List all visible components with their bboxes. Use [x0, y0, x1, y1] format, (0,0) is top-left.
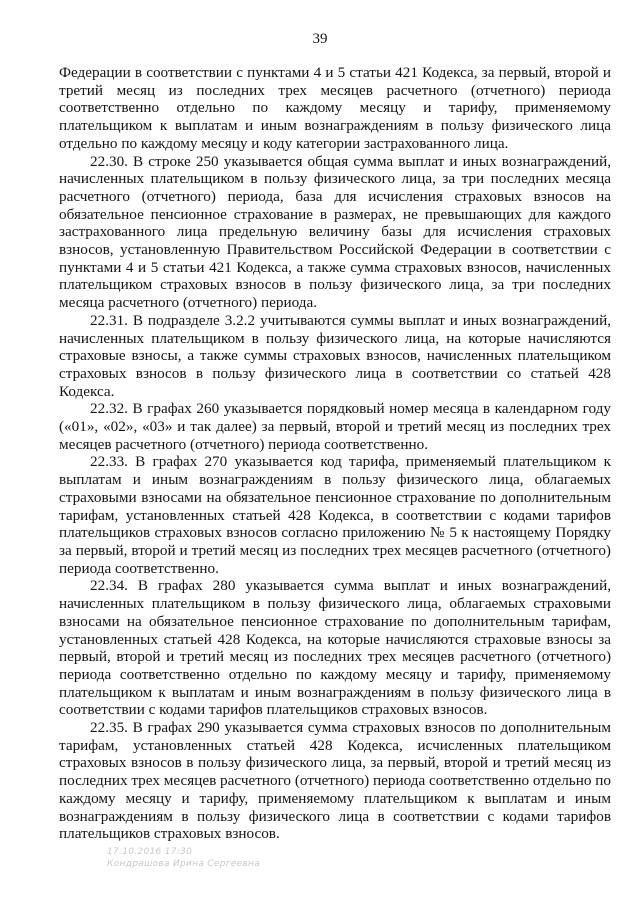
paragraph-continuation: Федерации в соответствии с пунктами 4 и 5 статьи 421 Кодекса, за первый, второй и третий месяц из последних трех месяцев расчетного (отчетного) периода соответственно отдельно по каждому месяцу и тарифу, применяемому плательщиком к выплатам и иным вознаграждениям в пользу физического лица отдельно по каждому месяцу и коду категории застрахованного лица.	[59, 64, 611, 152]
paragraph-22-32: 22.32. В графах 260 указывается порядковый номер месяца в календарном году («01», «02», «03» и так далее) за первый, второй и третий месяц из последних трех месяцев расчетного (отчетного) периода соответственно.	[59, 400, 611, 453]
paragraph-22-31: 22.31. В подразделе 3.2.2 учитываются суммы выплат и иных вознаграждений, начисленных плательщиком в пользу физического лица, на которые начисляются страховые взносы, а также суммы страховых взносов, начисленных плательщиком страховых взносов в пользу физического лица в соответствии со статьей 428 Кодекса.	[59, 311, 611, 400]
paragraph-22-35: 22.35. В графах 290 указывается сумма страховых взносов по дополнительным тарифам, установленных статьей 428 Кодекса, исчисленных плательщиком страховых взносов в пользу физического лица, за первый, второй и третий месяц из последних трех месяцев расчетного (отчетного) периода соответственно отдельно по каждому месяцу и тарифу, применяемому плательщиком к выплатам и иным вознаграждениям в пользу физического лица в соответствии с кодами тарифов плательщиков страховых взносов.	[59, 719, 611, 843]
document-body	[59, 64, 611, 843]
paragraph-22-30: 22.30. В строке 250 указывается общая сумма выплат и иных вознаграждений, начисленных плательщиком в пользу физического лица, за три последних месяца расчетного (отчетного) периода, база для исчисления страховых взносов на обязательное пенсионное страхование в размерах, не превышающих для каждого застрахованного лица предельную величину базы для исчисления страховых взносов, установленную Правительством Российской Федерации в соответствии с пунктами 4 и 5 статьи 421 Кодекса, а также сумма страховых взносов, начисленных плательщиком страховых взносов в пользу физического лица, за три последних месяца расчетного (отчетного) периода.	[59, 152, 611, 312]
paragraph-22-33: 22.33. В графах 270 указывается код тарифа, применяемый плательщиком к выплатам и иным вознаграждениям в пользу физического лица, облагаемых страховыми взносами на обязательное пенсионное страхование по дополнительным тарифам, установленных статьей 428 Кодекса, в соответствии с кодами тарифов плательщиков страховых взносов согласно приложению № 5 к настоящему Порядку за первый, второй и третий месяц из последних трех месяцев расчетного (отчетного) периода соответственно.	[59, 453, 611, 577]
paragraph-22-34: 22.34. В графах 280 указывается сумма выплат и иных вознаграждений, начисленных плательщиком в пользу физического лица, облагаемых страховыми взносами на обязательное пенсионное страхование по дополнительным тарифам, установленных статьей 428 Кодекса, на которые начисляются страховые взносы за первый, второй и третий месяц из последних трех месяцев расчетного (отчетного) периода соответственно отдельно по каждому месяцу и тарифу, применяемому плательщиком к выплатам и иным вознаграждениям в пользу физического лица в соответствии с кодами тарифов плательщиков страховых взносов.	[59, 577, 611, 719]
page-number: 39	[312, 31, 328, 47]
stamp-line-2: Кондрашова Ирина Сергеевна	[107, 859, 261, 869]
stamp-line-1: 17.10.2016 17:30	[107, 847, 193, 857]
faint-registration-stamp	[107, 846, 260, 870]
